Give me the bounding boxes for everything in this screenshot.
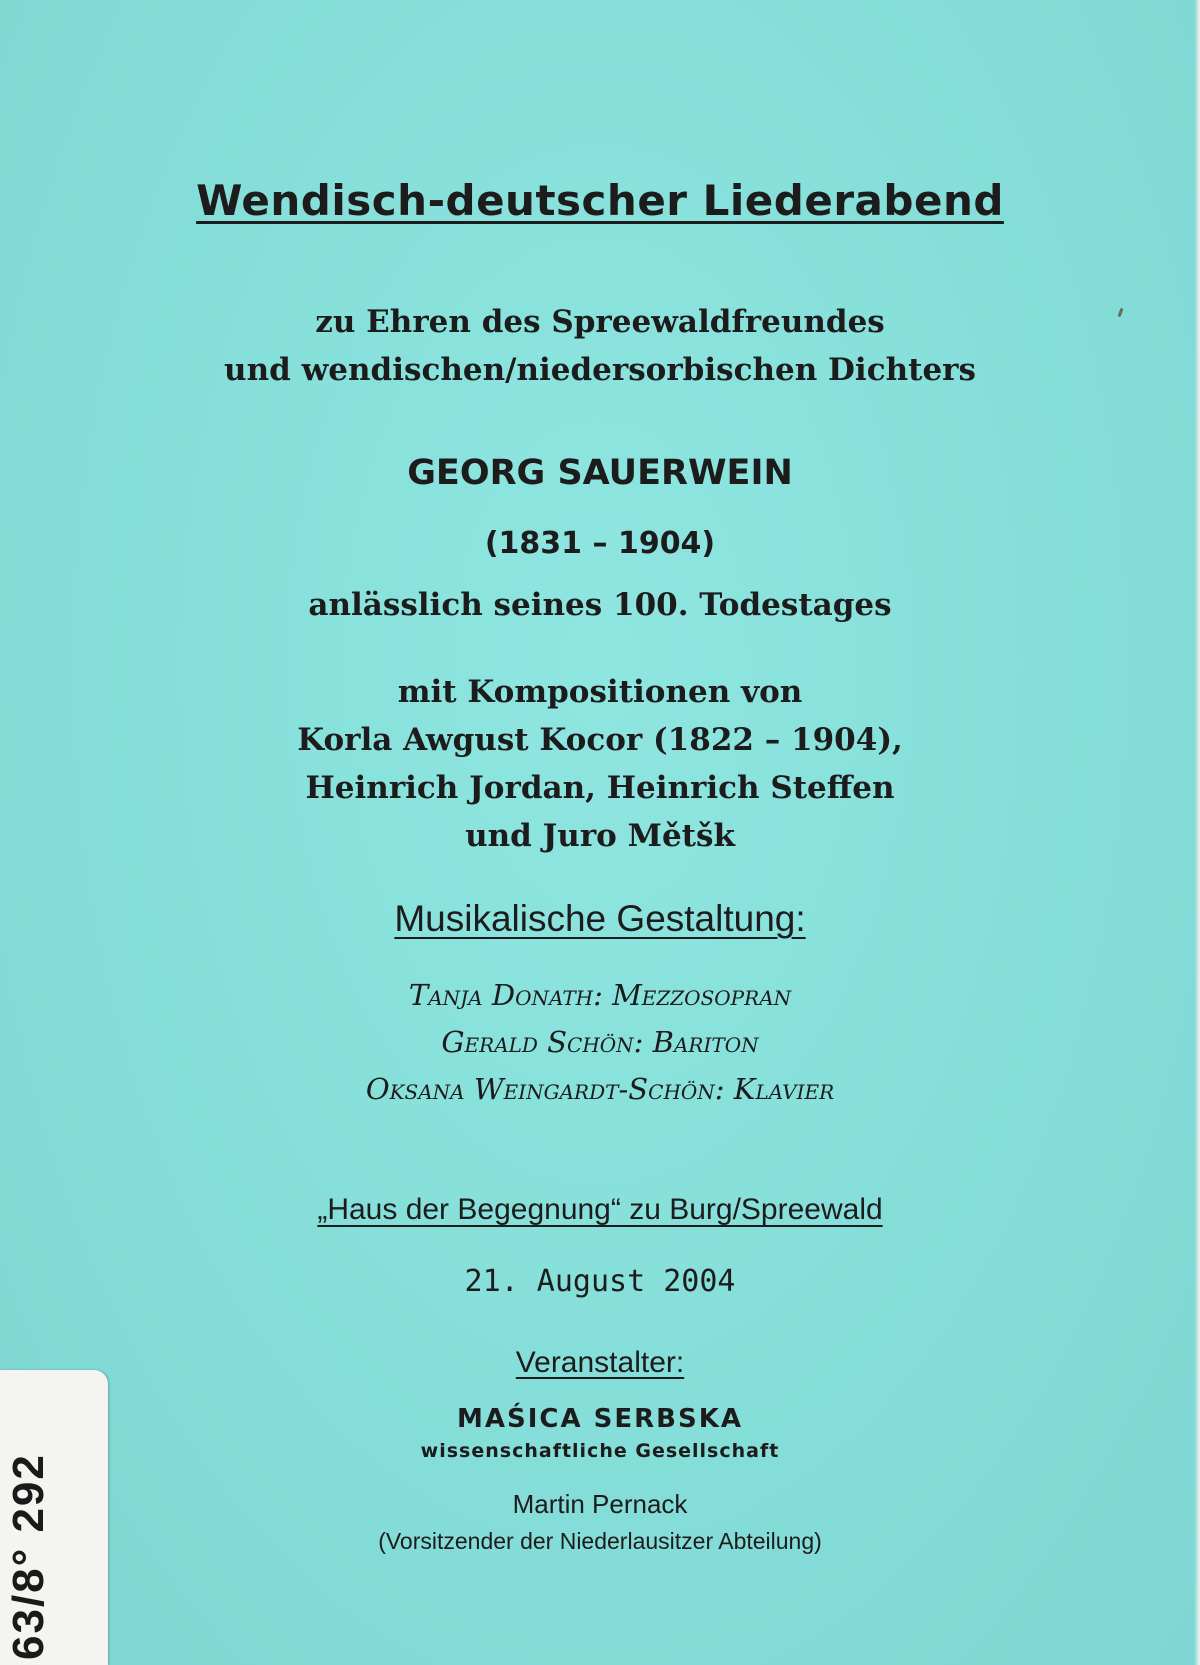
music-heading: Musikalische Gestaltung: — [394, 898, 806, 939]
performer-2: Gerald Schön: Bariton — [441, 1025, 759, 1059]
poet-name: GEORG SAUERWEIN — [407, 453, 793, 493]
dedication-line-1: zu Ehren des Spreewaldfreundes — [315, 304, 885, 340]
organizer-subtitle: wissenschaftliche Gesellschaft — [420, 1440, 780, 1462]
dedication — [0, 298, 1200, 394]
venue: „Haus der Begegnung“ zu Burg/Spreewald — [317, 1193, 883, 1226]
shelf-mark: 63/8° 292 — [4, 1453, 53, 1660]
organizer-person: Martin Pernack — [512, 1489, 688, 1519]
organizer-role: (Vorsitzender der Niederlausitzer Abteilung) — [378, 1528, 822, 1554]
performers-list — [0, 972, 1200, 1113]
organizer-name: MAŚICA SERBSKA — [457, 1404, 743, 1434]
event-date: 21. August 2004 — [464, 1264, 736, 1299]
performer-3: Oksana Weingardt-Schön: Klavier — [365, 1072, 835, 1106]
occasion-line: anlässlich seines 100. Todestages — [308, 587, 892, 623]
compositions — [0, 668, 1200, 860]
compositions-line-1: mit Kompositionen von — [397, 674, 803, 710]
document-title: Wendisch-deutscher Liederabend — [196, 176, 1004, 225]
organizer-label: Veranstalter: — [515, 1346, 685, 1379]
compositions-line-2: Korla Awgust Kocor (1822 – 1904), — [297, 722, 903, 758]
performer-1: Tanja Donath: Mezzosopran — [408, 978, 792, 1012]
dedication-line-2: und wendischen/niedersorbischen Dichters — [224, 352, 976, 388]
compositions-line-4: und Juro Mětšk — [465, 818, 735, 854]
compositions-line-3: Heinrich Jordan, Heinrich Steffen — [305, 770, 895, 806]
poet-years: (1831 – 1904) — [484, 526, 716, 561]
